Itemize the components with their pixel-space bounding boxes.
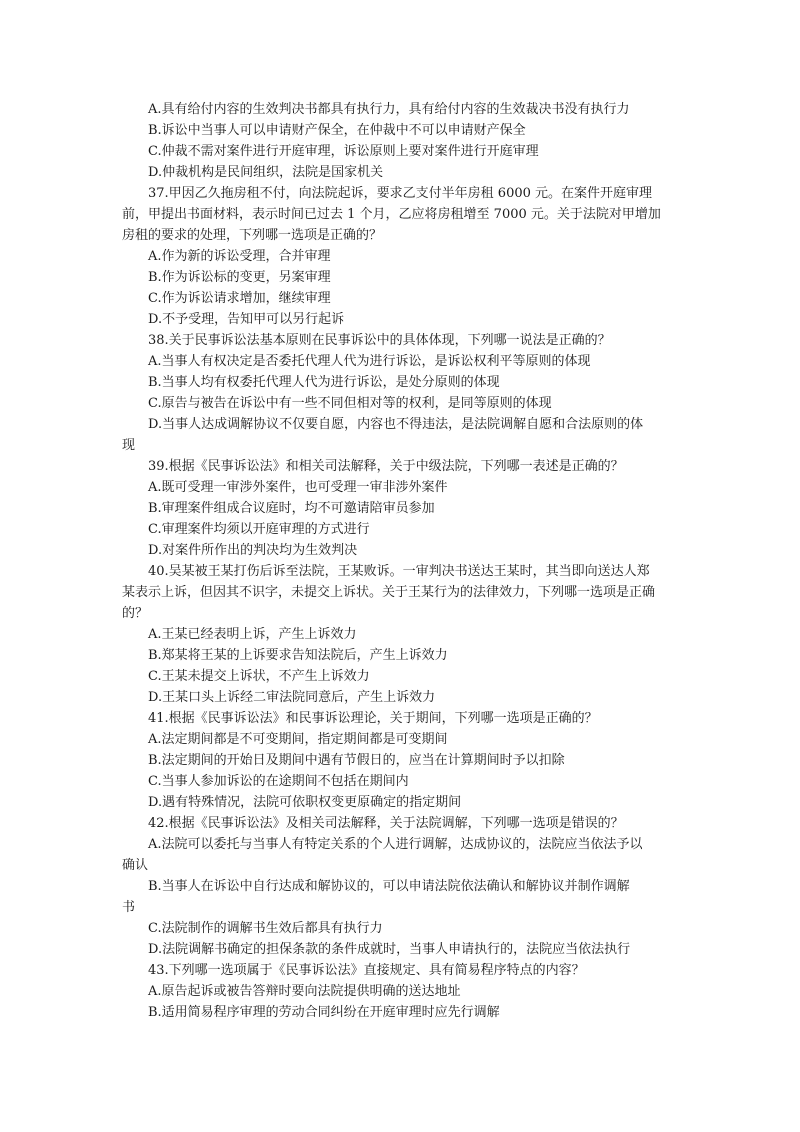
text-line: C.当事人参加诉讼的在途期间不包括在期间内 [148, 774, 409, 789]
text-line: D.当事人达成调解协议不仅要自愿，内容也不得违法，是法院调解自愿和合法原则的体 [148, 417, 644, 432]
text-line: A.当事人有权决定是否委托代理人代为进行诉讼，是诉讼权利平等原则的体现 [148, 354, 591, 369]
text-line: 前，甲提出书面材料，表示时间已过去 1 个月，乙应将房租增至 7000 元。关于法院对甲增加 [122, 207, 661, 222]
text-line: D.遇有特殊情况，法院可依职权变更原确定的指定期间 [148, 795, 462, 810]
text-line: A.法院可以委托与当事人有特定关系的个人进行调解，达成协议的，法院应当依法予以 [148, 837, 643, 852]
text-line: C.审理案件均须以开庭审理的方式进行 [148, 522, 370, 537]
text-line: B.当事人均有权委托代理人代为进行诉讼，是处分原则的体现 [148, 375, 500, 390]
text-line: 39.根据《民事诉讼法》和相关司法解释，关于中级法院，下列哪一表述是正确的？ [148, 459, 624, 474]
text-line: C.法院制作的调解书生效后都具有执行力 [148, 921, 383, 936]
text-line: B.法定期间的开始日及期间中遇有节假日的，应当在计算期间时予以扣除 [148, 753, 565, 768]
text-line: A.法定期间都是不可变期间，指定期间都是可变期间 [148, 732, 448, 747]
text-line: C.王某未提交上诉状，不产生上诉效力 [148, 669, 370, 684]
text-line: A.既可受理一审涉外案件，也可受理一审非涉外案件 [148, 480, 448, 495]
text-line: B.当事人在诉讼中自行达成和解协议的，可以申请法院依法确认和解协议并制作调解 [148, 879, 630, 894]
text-line: D.法院调解书确定的担保条款的条件成就时，当事人申请执行的，法院应当依法执行 [148, 942, 631, 957]
text-line: B.适用简易程序审理的劳动合同纠纷在开庭审理时应先行调解 [148, 1005, 500, 1020]
text-line: D.王某口头上诉经二审法院同意后，产生上诉效力 [148, 690, 436, 705]
text-line: C.仲裁不需对案件进行开庭审理，诉讼原则上要对案件进行开庭审理 [148, 144, 539, 159]
text-line: 的？ [122, 606, 149, 621]
text-line: 37.甲因乙久拖房租不付，向法院起诉，要求乙支付半年房租 6000 元。在案件开庭审理 [148, 186, 653, 201]
text-line: 42.根据《民事诉讼法》及相关司法解释，关于法院调解，下列哪一选项是错误的？ [148, 816, 624, 831]
text-line: 40.吴某被王某打伤后诉至法院，王某败诉。一审判决书送达王某时，其当即向送达人郑 [148, 564, 650, 579]
text-line: D.对案件所作出的判决均为生效判决 [148, 543, 358, 558]
text-line: 确认 [122, 858, 149, 873]
text-line: 某表示上诉，但因其不识字，未提交上诉状。关于王某行为的法律效力，下列哪一选项是正确 [122, 585, 656, 600]
text-line: A.作为新的诉讼受理，合并审理 [148, 249, 331, 264]
exam-question-text [122, 99, 682, 1023]
text-line: A.具有给付内容的生效判决书都具有执行力，具有给付内容的生效裁决书没有执行力 [148, 102, 630, 117]
text-line: D.不予受理，告知甲可以另行起诉 [148, 312, 345, 327]
text-line: B.诉讼中当事人可以申请财产保全，在仲裁中不可以申请财产保全 [148, 123, 526, 138]
text-line: 43.下列哪一选项属于《民事诉讼法》直接规定、具有简易程序特点的内容？ [148, 963, 585, 978]
text-line: 书 [122, 900, 136, 915]
text-line: B.作为诉讼标的变更，另案审理 [148, 270, 331, 285]
text-line: 房租的要求的处理，下列哪一选项是正确的？ [122, 228, 383, 243]
text-line: A.原告起诉或被告答辩时要向法院提供明确的送达地址 [148, 984, 461, 999]
text-line: B.郑某将王某的上诉要求告知法院后，产生上诉效力 [148, 648, 448, 663]
text-line: D.仲裁机构是民间组织，法院是国家机关 [148, 165, 384, 180]
text-line: B.审理案件组成合议庭时，均不可邀请陪审员参加 [148, 501, 435, 516]
text-line: 41.根据《民事诉讼法》和民事诉讼理论，关于期间，下列哪一选项是正确的？ [148, 711, 598, 726]
text-line: 现 [122, 438, 136, 453]
text-line: C.原告与被告在诉讼中有一些不同但相对等的权利，是同等原则的体现 [148, 396, 552, 411]
text-line: 38.关于民事诉讼法基本原则在民事诉讼中的具体体现，下列哪一说法是正确的？ [148, 333, 611, 348]
text-line: C.作为诉讼请求增加，继续审理 [148, 291, 331, 306]
text-line: A.王某已经表明上诉，产生上诉效力 [148, 627, 357, 642]
